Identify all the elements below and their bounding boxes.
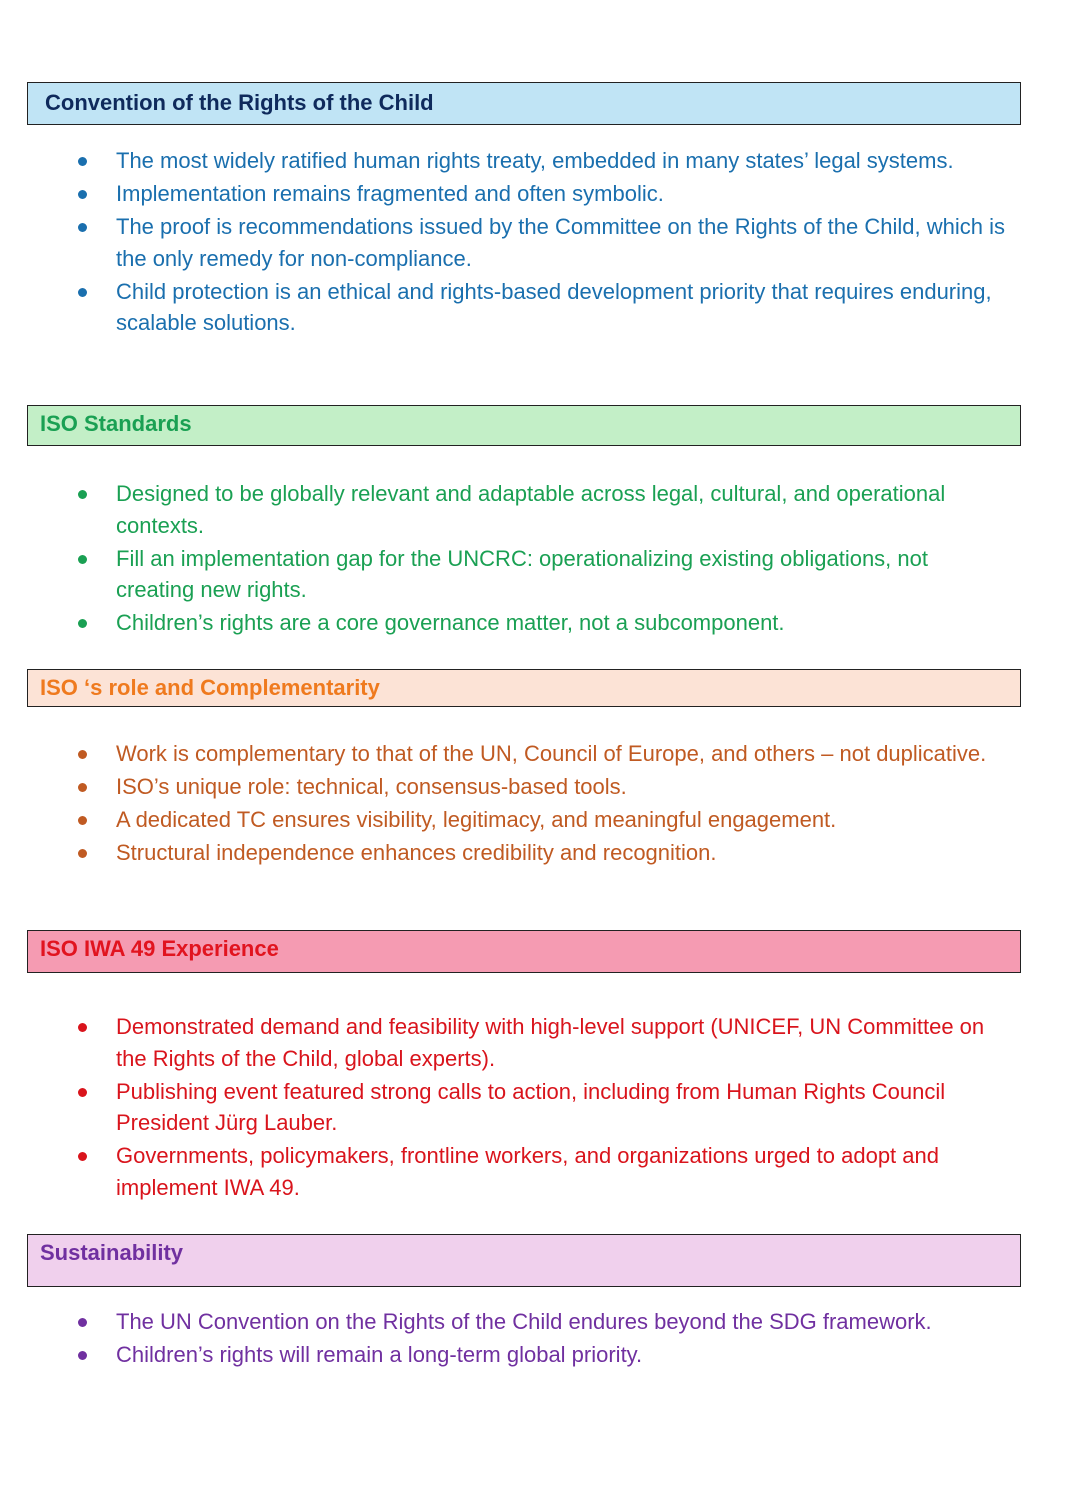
list-item-text: Implementation remains fragmented and often symbolic. <box>116 181 664 206</box>
bullet-list <box>27 145 1021 339</box>
list-item-text: Work is complementary to that of the UN, Council of Europe, and others – not duplicative. <box>116 741 987 766</box>
list-item-text: ISO’s unique role: technical, consensus-based tools. <box>116 774 627 799</box>
bullet-icon <box>78 1318 87 1327</box>
list-item-text: Governments, policymakers, frontline workers, and organizations urged to adopt and implement IWA 49. <box>116 1143 939 1200</box>
list-item-text: Publishing event featured strong calls to action, including from Human Rights Council President Jürg Lauber. <box>116 1078 946 1135</box>
section-iso-standards <box>27 405 1021 640</box>
list-item-text: Designed to be globally relevant and adaptable across legal, cultural, and operational contexts. <box>116 481 946 538</box>
section-header: ISO ‘s role and Complementarity <box>27 669 1021 707</box>
list-item-text: Children’s rights will remain a long-term global priority. <box>116 1342 643 1367</box>
list-item-text: The UN Convention on the Rights of the Child endures beyond the SDG framework. <box>116 1309 932 1334</box>
list-item-text: Fill an implementation gap for the UNCRC: operationalizing existing obligations, not creating new rights. <box>116 545 928 602</box>
bullet-icon <box>78 750 87 759</box>
section-sustainability <box>27 1234 1021 1372</box>
bullet-icon <box>78 1152 87 1161</box>
bullet-icon <box>78 1351 87 1360</box>
section-convention-rights-child <box>27 82 1021 340</box>
section-iso-iwa49-experience <box>27 930 1021 1205</box>
section-header: ISO IWA 49 Experience <box>27 930 1021 973</box>
list-item-text: Demonstrated demand and feasibility with high-level support (UNICEF, UN Committee on the Rights of the Child, global experts). <box>116 1014 985 1071</box>
list-item <box>27 211 1021 274</box>
list-item <box>27 178 1021 210</box>
list-item <box>27 607 1021 639</box>
bullet-icon <box>78 783 87 792</box>
bullet-icon <box>78 555 87 564</box>
bullet-list <box>27 1011 1021 1203</box>
bullet-icon <box>78 849 87 858</box>
bullet-icon <box>78 288 87 297</box>
bullet-list <box>27 478 1021 639</box>
bullet-icon <box>78 619 87 628</box>
section-header: Sustainability <box>27 1234 1021 1287</box>
list-item <box>27 1140 1021 1203</box>
list-item-text: The proof is recommendations issued by the Committee on the Rights of the Child, which is the only remedy for non-compliance. <box>116 214 1005 271</box>
section-iso-role-complementarity <box>27 669 1021 870</box>
bullet-icon <box>78 223 87 232</box>
list-item-text: A dedicated TC ensures visibility, legitimacy, and meaningful engagement. <box>116 807 837 832</box>
list-item-text: Structural independence enhances credibility and recognition. <box>116 840 717 865</box>
bullet-icon <box>78 490 87 499</box>
list-item <box>27 1306 1021 1338</box>
list-item <box>27 543 1021 606</box>
list-item <box>27 1076 1021 1139</box>
bullet-list <box>27 1306 1021 1371</box>
list-item-text: The most widely ratified human rights treaty, embedded in many states’ legal systems. <box>116 148 954 173</box>
list-item <box>27 738 1021 770</box>
list-item-text: Children’s rights are a core governance matter, not a subcomponent. <box>116 610 785 635</box>
bullet-icon <box>78 157 87 166</box>
list-item <box>27 804 1021 836</box>
list-item <box>27 771 1021 803</box>
bullet-list <box>27 738 1021 869</box>
list-item <box>27 276 1021 339</box>
list-item <box>27 145 1021 177</box>
bullet-icon <box>78 190 87 199</box>
bullet-icon <box>78 816 87 825</box>
list-item <box>27 1011 1021 1074</box>
list-item <box>27 478 1021 541</box>
list-item-text: Child protection is an ethical and rights-based development priority that requires enduring, scalable solutions. <box>116 278 992 335</box>
bullet-icon <box>78 1088 87 1097</box>
bullet-icon <box>78 1023 87 1032</box>
section-header: Convention of the Rights of the Child <box>27 82 1021 125</box>
list-item <box>27 1339 1021 1371</box>
list-item <box>27 837 1021 869</box>
section-header: ISO Standards <box>27 405 1021 446</box>
